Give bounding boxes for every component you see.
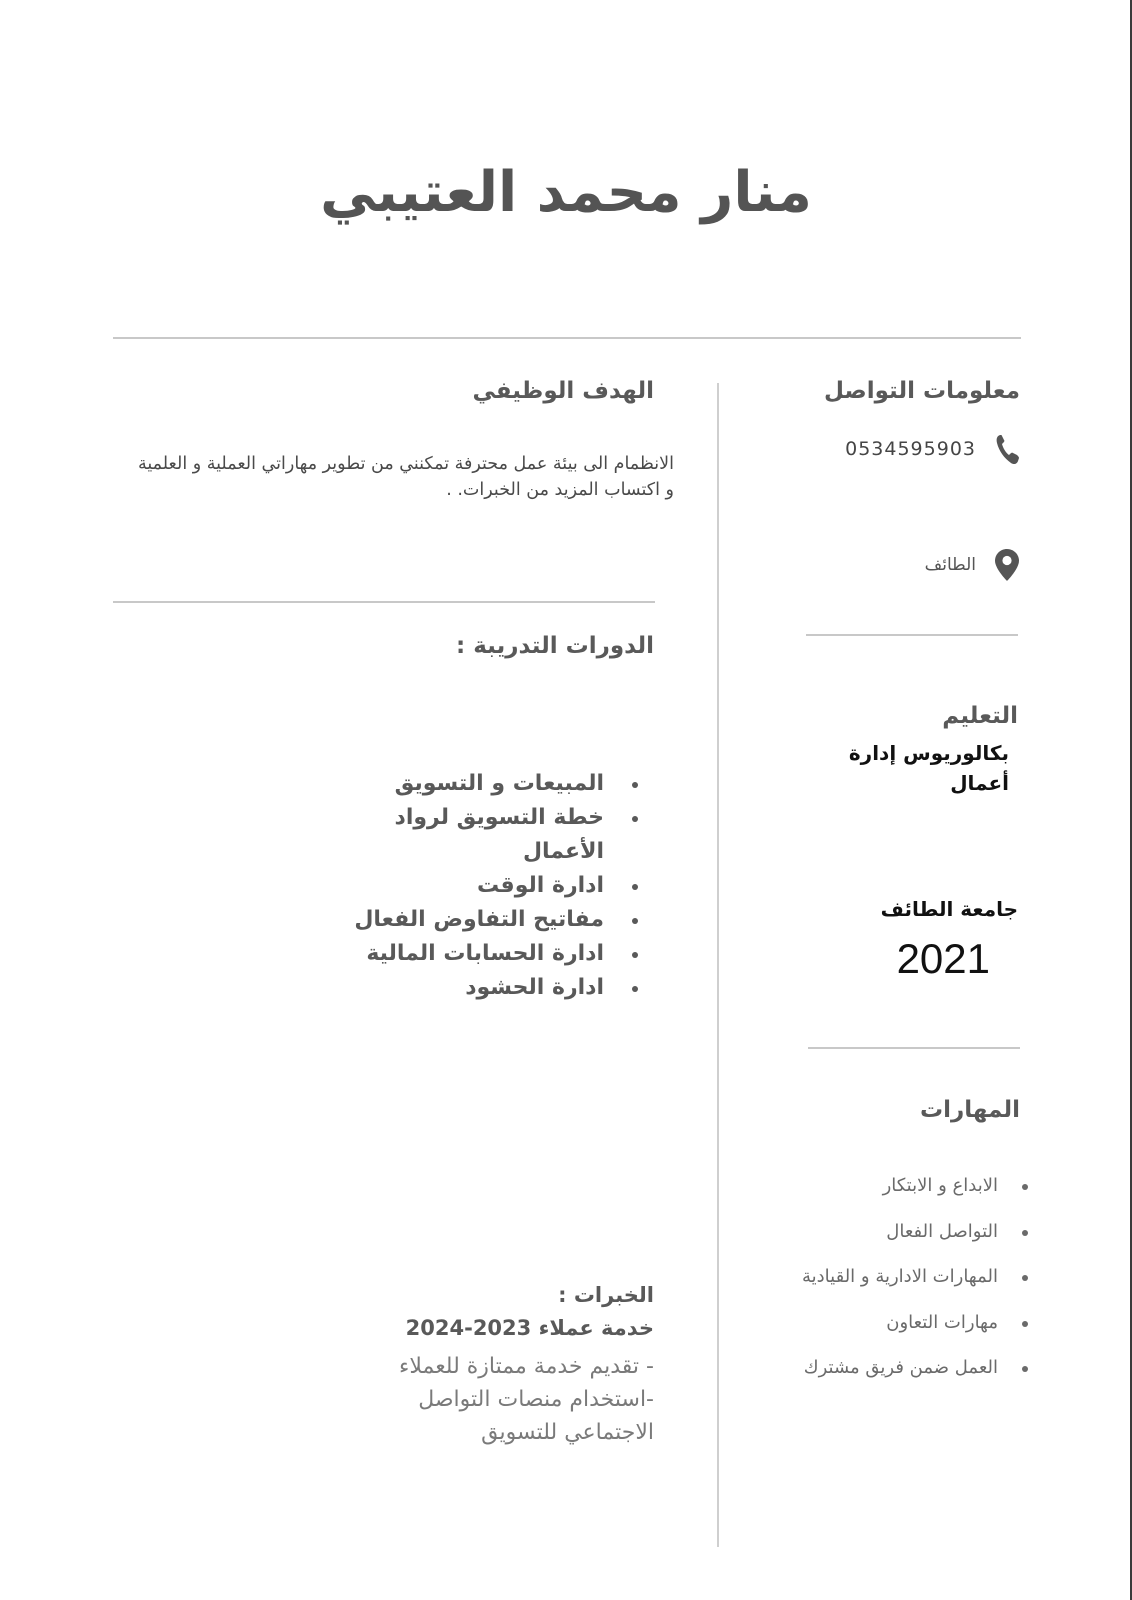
course-item: ادارة الوقت (352, 869, 642, 903)
skill-item: العمل ضمن فريق مشترك (802, 1355, 1028, 1401)
candidate-name: منار محمد العتيبي (320, 160, 812, 225)
education-divider (808, 1047, 1020, 1049)
skills-list (802, 1173, 1028, 1401)
map-pin-icon (994, 548, 1020, 582)
bullet-icon (1022, 1230, 1028, 1236)
course-item: ادارة الحسابات المالية (352, 937, 642, 971)
objective-divider (113, 601, 655, 603)
bullet-icon (632, 918, 638, 924)
phone-icon (994, 433, 1020, 465)
courses-list (352, 767, 642, 1005)
bullet-icon (632, 986, 638, 992)
experience-role: خدمة عملاء 2023-2024 (405, 1316, 654, 1340)
courses-heading: الدورات التدريبة : (456, 633, 654, 659)
bullet-icon (632, 816, 638, 822)
skill-item: التواصل الفعال (802, 1219, 1028, 1265)
skill-item: المهارات الادارية و القيادية (802, 1264, 1028, 1310)
skills-heading: المهارات (920, 1097, 1020, 1123)
contact-divider (806, 634, 1018, 636)
bullet-icon (632, 952, 638, 958)
bullet-icon (1022, 1184, 1028, 1190)
bullet-icon (1022, 1321, 1028, 1327)
education-year: 2021 (896, 935, 990, 982)
education-heading: التعليم (942, 703, 1018, 729)
course-item: المبيعات و التسويق (352, 767, 642, 801)
column-divider (717, 383, 719, 1547)
course-item: ادارة الحشود (352, 971, 642, 1005)
education-degree: بكالوريوس إدارة أعمال (848, 741, 1009, 795)
bullet-icon (632, 782, 638, 788)
experience-line-2: -استخدام منصات التواصل الاجتماعي للتسويق (418, 1387, 654, 1445)
education-university: جامعة الطائف (880, 897, 1018, 921)
bullet-icon (1022, 1275, 1028, 1281)
bullet-icon (632, 884, 638, 890)
bullet-icon (1022, 1366, 1028, 1372)
phone-number: 0534595903 (845, 438, 976, 460)
contact-heading: معلومات التواصل (824, 378, 1020, 404)
objective-text: الانظمام الى بيئة عمل محترفة تمكنني من تطوير مهاراتي العملية و العلمية و اكتساب المزيد من الخبرات. . (137, 454, 674, 500)
skill-item: مهارات التعاون (802, 1310, 1028, 1356)
skill-item: الابداع و الابتكار (802, 1173, 1028, 1219)
course-item: خطة التسويق لرواد الأعمال (352, 801, 642, 869)
contact-phone-row (845, 433, 1020, 465)
objective-heading: الهدف الوظيفي (472, 378, 654, 404)
contact-location-row (925, 548, 1020, 582)
experience-heading: الخبرات : (558, 1283, 654, 1307)
city: الطائف (924, 555, 976, 575)
course-item: مفاتيح التفاوض الفعال (352, 903, 642, 937)
header-divider (113, 337, 1021, 339)
experience-line-1: - تقديم خدمة ممتازة للعملاء (399, 1354, 654, 1379)
